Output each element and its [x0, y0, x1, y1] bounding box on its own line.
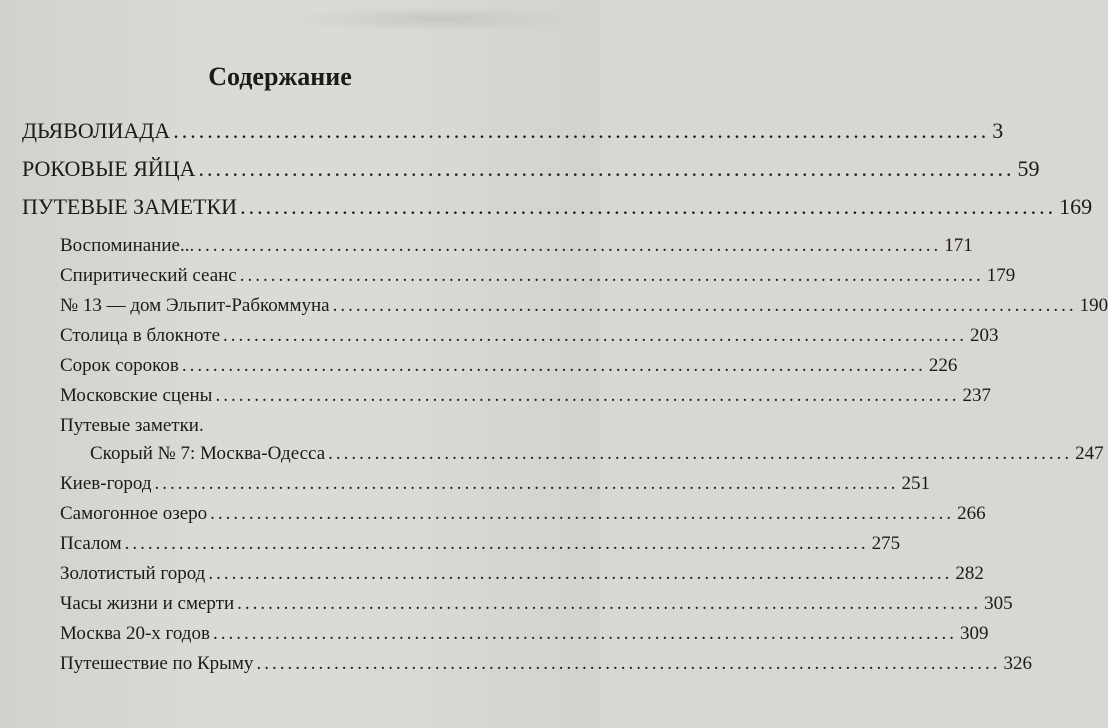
leader-dots: ................................................................................................ — [198, 156, 1015, 181]
toc-subentry-page: 237 — [962, 385, 991, 406]
toc-entry-page: 169 — [1059, 194, 1093, 219]
leader-dots: ................................................................................................ — [181, 355, 926, 376]
toc-subentry-page: 266 — [957, 503, 986, 524]
toc-subentry-label: Воспоминание... — [60, 235, 195, 256]
toc-subentry-label: Киев-город — [60, 473, 152, 494]
toc-subentry-page: 251 — [901, 473, 931, 494]
toc-subentry-page: 171 — [944, 235, 973, 256]
toc-subentry-page: 226 — [928, 355, 958, 376]
toc-subentry-page: 326 — [1003, 653, 1032, 674]
page-title: Содержание — [208, 62, 352, 91]
toc-subentry — [60, 653, 1032, 675]
toc-subentry — [60, 325, 999, 347]
toc-subentry-page: 282 — [955, 563, 984, 584]
toc-subentry — [60, 265, 1016, 287]
toc-entry — [22, 156, 1040, 182]
toc-subentry-label: Московские сцены — [60, 385, 213, 406]
toc-subentry — [60, 355, 958, 377]
leader-dots: ................................................................................................ — [210, 503, 955, 524]
toc-subentry — [60, 533, 901, 555]
toc-subentry-label: Путешествие по Крыму — [60, 653, 254, 674]
toc-subentry — [90, 443, 1104, 465]
toc-subentry — [60, 473, 931, 495]
toc-subentry — [60, 623, 989, 645]
leader-dots: ................................................................................................ — [223, 325, 968, 346]
toc-subentry-label: Самогонное озеро — [60, 503, 208, 524]
toc-subentry — [60, 295, 1108, 317]
toc-subentry — [60, 385, 991, 407]
toc-subentry — [60, 503, 986, 525]
leader-dots: ................................................................................................ — [173, 118, 990, 143]
toc-subentry-page: 247 — [1075, 443, 1104, 464]
leader-dots: ................................................................................................ — [239, 265, 984, 286]
toc-subentry-label: Столица в блокноте — [60, 325, 221, 346]
toc-subentry-label: Спиритический сеанс — [60, 265, 237, 286]
toc-subentry-page: 190 — [1079, 295, 1108, 316]
toc-subentry-label: Псалом — [60, 533, 122, 554]
leader-dots: ................................................................................................ — [124, 533, 869, 554]
toc-subentry-page: 305 — [984, 593, 1013, 614]
leader-dots: ................................................................................................ — [212, 623, 957, 644]
toc-subentry-label: Скорый № 7: Москва-Одесса — [90, 443, 326, 464]
toc-subentry — [60, 593, 1013, 615]
toc-subentry-label: № 13 — дом Эльпит-Рабкоммуна — [60, 295, 330, 316]
toc-subentry-label: Путевые заметки. — [60, 415, 204, 436]
toc-subentry-label: Часы жизни и смерти — [60, 593, 235, 614]
leader-dots: ................................................................................................ — [237, 593, 982, 614]
toc-entry — [22, 194, 1093, 220]
toc-subentry-label: Золотистый город — [60, 563, 206, 584]
leader-dots: ................................................................................................ — [215, 385, 960, 406]
toc-entry-label: ПУТЕВЫЕ ЗАМЕТКИ — [22, 194, 238, 219]
leader-dots: ................................................................................................ — [208, 563, 953, 584]
leader-dots: ................................................................................................ — [197, 235, 942, 256]
toc-subentry-page: 275 — [871, 533, 901, 554]
leader-dots: ................................................................................................ — [240, 194, 1057, 219]
toc-entry-label: РОКОВЫЕ ЯЙЦА — [22, 156, 196, 181]
page-smudge — [290, 6, 580, 32]
toc-entry-label: ДЬЯВОЛИАДА — [22, 118, 171, 143]
toc-subentry-page: 309 — [959, 623, 989, 644]
toc-subentry-label: Москва 20-х годов — [60, 623, 210, 644]
leader-dots: ................................................................................................ — [328, 443, 1073, 464]
toc-subentry — [60, 235, 973, 257]
toc-entry-page: 59 — [1017, 156, 1040, 181]
toc-subentry-page: 203 — [970, 325, 999, 346]
toc-subentry-label: Сорок сороков — [60, 355, 179, 376]
toc-subentry — [60, 563, 984, 585]
toc-entry-page: 3 — [992, 118, 1004, 143]
leader-dots: ................................................................................................ — [154, 473, 899, 494]
toc-entry — [22, 118, 1004, 144]
leader-dots: ................................................................................................ — [332, 295, 1077, 316]
toc-subentry-page: 179 — [986, 265, 1016, 286]
leader-dots: ................................................................................................ — [256, 653, 1001, 674]
